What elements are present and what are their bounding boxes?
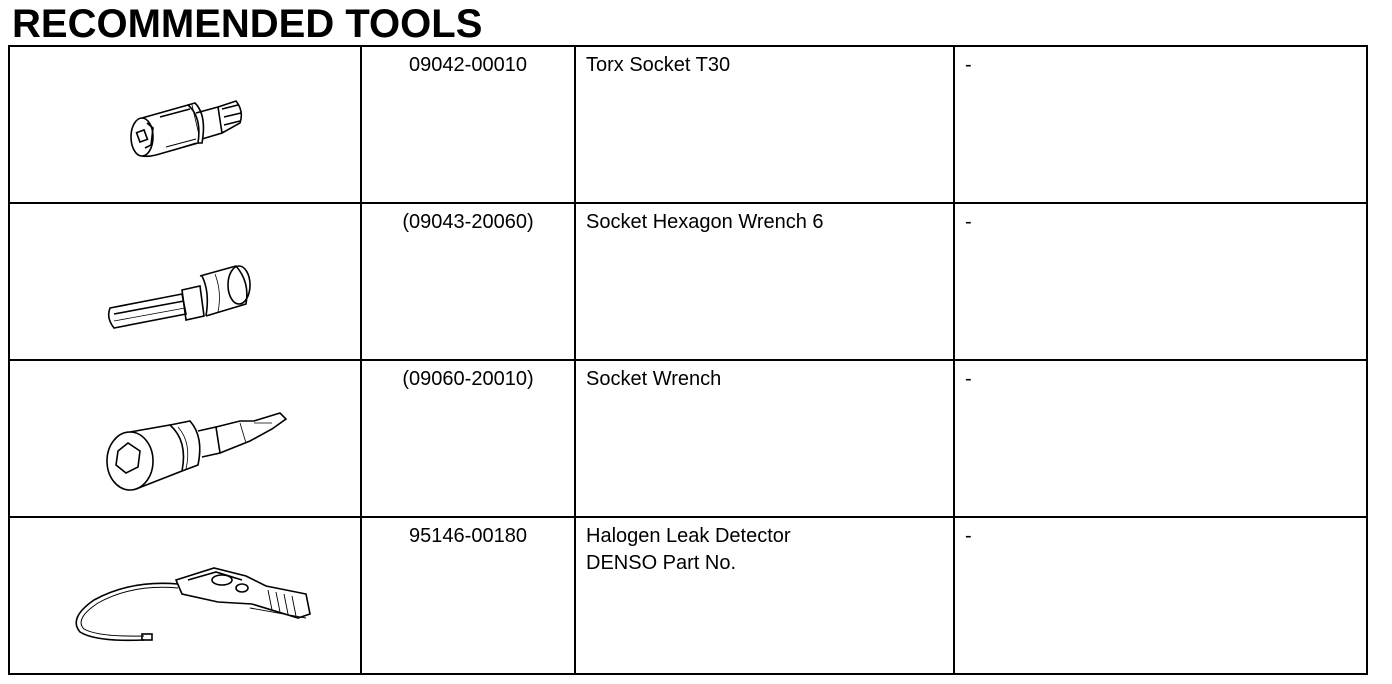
note-cell: - [954,360,1367,517]
socket-hexagon-wrench-icon [10,204,360,354]
tool-name: Socket Wrench [586,368,722,390]
tool-name-cell [575,360,954,517]
tool-illustration-cell [9,517,361,674]
note-cell: - [954,203,1367,360]
tool-illustration-cell [9,46,361,203]
part-number-cell: 09042-00010 [361,46,575,203]
note-cell: - [954,46,1367,203]
tool-name-cell [575,46,954,203]
tool-name-cell [575,517,954,674]
tool-illustration-cell [9,360,361,517]
tool-name: Torx Socket T30 [586,54,731,76]
page-title: RECOMMENDED TOOLS [12,2,483,46]
tool-name-cell [575,203,954,360]
table-row [9,203,1367,360]
part-number-cell: (09043-20060) [361,203,575,360]
part-number-cell: 95146-00180 [361,517,575,674]
table-row [9,517,1367,674]
part-number-cell: (09060-20010) [361,360,575,517]
socket-wrench-icon [10,361,360,511]
torx-socket-icon [10,47,360,197]
table-row [9,46,1367,203]
tool-name: Halogen Leak Detector [586,525,791,547]
tool-name-detail: DENSO Part No. [586,552,737,574]
table-row [9,360,1367,517]
note-cell: - [954,517,1367,674]
halogen-leak-detector-icon [10,518,360,668]
tool-name: Socket Hexagon Wrench 6 [586,211,824,233]
tools-table [8,45,1368,675]
tool-illustration-cell [9,203,361,360]
